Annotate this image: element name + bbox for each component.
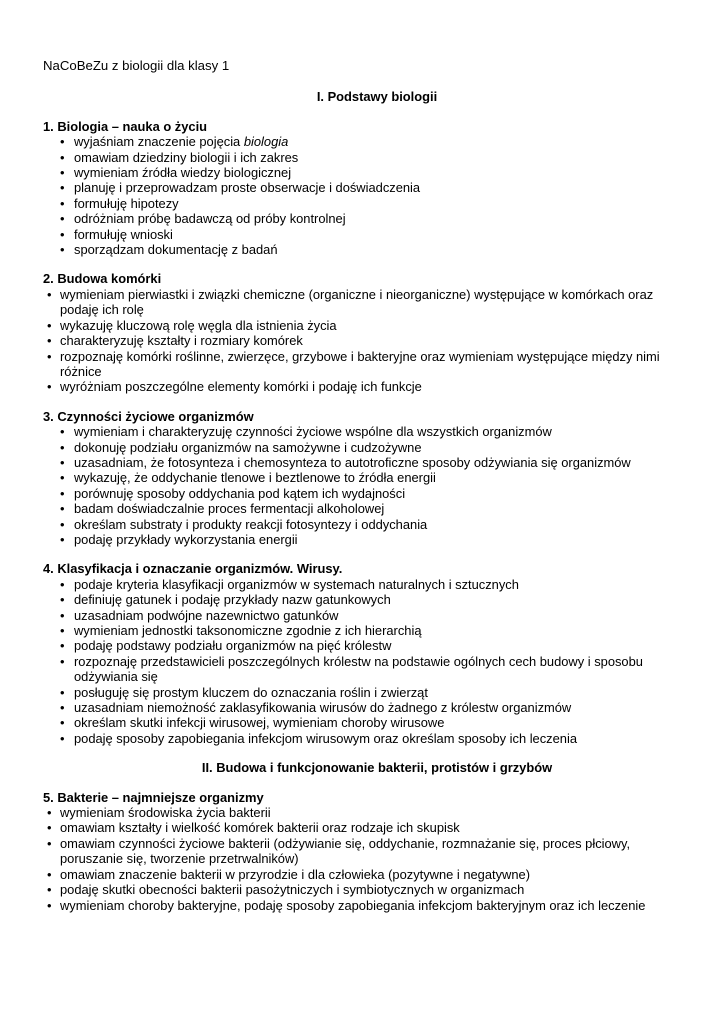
list-item (43, 242, 693, 257)
list-item (43, 165, 693, 180)
list-item-text: określam substraty i produkty reakcji fotosyntezy i oddychania (74, 516, 428, 532)
bullet-list (43, 577, 693, 746)
list-item-text: określam skutki infekcji wirusowej, wymieniam choroby wirusowe (74, 715, 445, 731)
section-heading: 4. Klasyfikacja i oznaczanie organizmów. Wirusy. (43, 561, 343, 577)
list-item (43, 440, 693, 455)
bullet-icon: • (47, 317, 52, 333)
bullet-icon: • (60, 684, 65, 700)
list-item (43, 455, 693, 470)
list-item-text: wymieniam pierwiastki i związki chemiczne (organiczne i nieorganiczne) występujące w komórkach oraz podaję ich rolę (60, 286, 654, 318)
list-item (43, 882, 693, 897)
bullet-icon: • (60, 485, 65, 501)
list-item-text: omawiam dziedziny biologii i ich zakres (74, 149, 299, 165)
list-item-text: wyjaśniam znaczenie pojęcia biologia (74, 134, 289, 150)
list-item (43, 715, 693, 730)
list-item-text: uzasadniam podwójne nazewnictwo gatunków (74, 607, 339, 623)
bullet-list (43, 287, 693, 395)
list-item (43, 805, 693, 820)
list-item-text: formułuję hipotezy (74, 195, 179, 211)
list-item (43, 700, 693, 715)
bullet-icon: • (60, 180, 65, 196)
bullet-icon: • (60, 454, 65, 470)
list-item (43, 836, 693, 867)
list-item-text: wymieniam źródła wiedzy biologicznej (74, 165, 292, 181)
list-item-text: wyróżniam poszczególne elementy komórki i podaję ich funkcje (60, 379, 422, 395)
list-item (43, 150, 693, 165)
list-item-text: podaję skutki obecności bakterii pasożytniczych i symbiotycznych w organizmach (60, 882, 525, 898)
part-title: I. Podstawy biologii (316, 89, 438, 105)
emphasis-term: biologia (243, 134, 289, 150)
bullet-icon: • (47, 333, 52, 349)
list-item-text: rozpoznaję komórki roślinne, zwierzęce, grzybowe i bakteryjne oraz wymieniam występujące między nimi różnice (60, 348, 660, 379)
bullet-icon: • (60, 424, 65, 440)
list-item-text: badam doświadczalnie proces fermentacji alkoholowej (74, 501, 385, 517)
list-item-text: podaję podstawy podziału organizmów na pięć królestw (74, 638, 392, 654)
section-heading: 5. Bakterie – najmniejsze organizmy (43, 789, 264, 805)
list-item-text: wykazuję kluczową rolę węgla dla istnienia życia (60, 317, 337, 333)
section-heading: 2. Budowa komórki (43, 271, 162, 287)
list-item (43, 577, 693, 592)
list-item (43, 333, 693, 348)
list-item-text: charakteryzuję kształty i rozmiary komórek (60, 333, 303, 349)
bullet-icon: • (60, 623, 65, 638)
list-item-text: omawiam czynności życiowe bakterii (odżywianie się, oddychanie, rozmnażanie się, proces płciowy, poruszanie się, tworzenie przetrwalników) (60, 835, 631, 867)
list-item (43, 211, 693, 226)
bullet-icon: • (60, 730, 65, 746)
list-item-text: wymieniam jednostki taksonomiczne zgodnie z ich hierarchią (74, 623, 422, 638)
section (43, 790, 693, 913)
section (43, 561, 693, 746)
list-item (43, 379, 693, 394)
bullet-icon: • (60, 439, 65, 455)
bullet-icon: • (60, 211, 65, 227)
list-item-text: rozpoznaję przedstawicieli poszczególnych królestw na podstawie ogólnych cech budowy i sposobu odżywiania się (74, 653, 643, 685)
list-item-text: podaję sposoby zapobiegania infekcjom wirusowym oraz określam sposoby ich leczenia (74, 730, 577, 746)
bullet-list (43, 134, 693, 257)
bullet-list (43, 805, 693, 913)
bullet-icon: • (60, 242, 65, 258)
list-item-text: definiuję gatunek i podaję przykłady nazw gatunkowych (74, 592, 391, 608)
list-item (43, 196, 693, 211)
bullet-icon: • (60, 531, 65, 547)
bullet-icon: • (60, 700, 65, 716)
list-item (43, 623, 693, 638)
list-item-text: wymieniam i charakteryzuję czynności życiowe wspólne dla wszystkich organizmów (74, 424, 552, 440)
bullet-icon: • (60, 501, 65, 517)
list-item (43, 134, 693, 149)
list-item-text: planuję i przeprowadzam proste obserwacje i doświadczenia (74, 180, 421, 196)
section (43, 409, 693, 548)
list-item (43, 501, 693, 516)
list-item-text: sporządzam dokumentację z badań (74, 242, 278, 258)
list-item-text: wykazuję, że oddychanie tlenowe i beztlenowe to źródła energii (74, 470, 436, 486)
list-item (43, 532, 693, 547)
list-item (43, 287, 693, 318)
bullet-icon: • (60, 638, 65, 654)
bullet-icon: • (47, 286, 52, 302)
bullet-icon: • (60, 516, 65, 532)
list-item (43, 685, 693, 700)
section (43, 119, 693, 258)
bullet-icon: • (47, 882, 52, 898)
bullet-icon: • (60, 226, 65, 242)
bullet-icon: • (47, 379, 52, 395)
list-item-text: wymieniam choroby bakteryjne, podaję sposoby zapobiegania infekcjom bakteryjnym oraz ich leczenie (60, 897, 646, 913)
list-item-text: omawiam znaczenie bakterii w przyrodzie i dla człowieka (pozytywne i negatywne) (60, 866, 530, 882)
list-item (43, 731, 693, 746)
list-item-text: podaję przykłady wykorzystania energii (74, 531, 298, 547)
bullet-icon: • (60, 576, 65, 592)
list-item (43, 486, 693, 501)
list-item (43, 654, 693, 685)
list-item-text: porównuję sposoby oddychania pod kątem ich wydajności (74, 485, 406, 501)
list-item-text: podaje kryteria klasyfikacji organizmów w systemach naturalnych i sztucznych (74, 576, 519, 592)
part-title: II. Budowa i funkcjonowanie bakterii, protistów i grzybów (201, 760, 553, 776)
list-item (43, 638, 693, 653)
bullet-icon: • (47, 897, 52, 913)
list-item (43, 517, 693, 532)
list-item (43, 227, 693, 242)
document-page (43, 58, 693, 927)
bullet-icon: • (60, 715, 65, 731)
list-item-text: uzasadniam, że fotosynteza i chemosynteza to autotroficzne sposoby odżywiania się organizmów (74, 454, 631, 470)
list-item (43, 470, 693, 485)
bullet-icon: • (60, 134, 65, 150)
list-item (43, 608, 693, 623)
bullet-icon: • (60, 149, 65, 165)
list-item-text: formułuję wnioski (74, 226, 173, 242)
list-item (43, 592, 693, 607)
list-item (43, 820, 693, 835)
bullet-icon: • (60, 653, 65, 669)
list-item-text: omawiam kształty i wielkość komórek bakterii oraz rodzaje ich skupisk (60, 820, 460, 836)
list-item (43, 867, 693, 882)
list-item-text: uzasadniam niemożność zaklasyfikowania wirusów do żadnego z królestw organizmów (74, 700, 572, 716)
list-item-text: posługuję się prostym kluczem do oznaczania roślin i zwierząt (74, 684, 428, 700)
list-item (43, 898, 693, 913)
section (43, 271, 693, 394)
list-item (43, 318, 693, 333)
list-item (43, 349, 693, 380)
document-title: NaCoBeZu z biologii dla klasy 1 (43, 58, 230, 73)
bullet-icon: • (60, 470, 65, 486)
bullet-icon: • (60, 195, 65, 211)
list-item-text: wymieniam środowiska życia bakterii (60, 805, 271, 821)
bullet-icon: • (47, 820, 52, 836)
document-body (43, 89, 693, 913)
list-item-text: dokonuję podziału organizmów na samożywne i cudzożywne (74, 439, 422, 455)
bullet-icon: • (60, 165, 65, 181)
section-heading: 3. Czynności życiowe organizmów (43, 408, 254, 424)
list-item (43, 180, 693, 195)
bullet-icon: • (47, 866, 52, 882)
bullet-list (43, 424, 693, 547)
bullet-icon: • (47, 805, 52, 821)
bullet-icon: • (47, 348, 52, 364)
bullet-icon: • (47, 835, 52, 851)
bullet-icon: • (60, 607, 65, 623)
list-item (43, 424, 693, 439)
list-item-text: odróżniam próbę badawczą od próby kontrolnej (74, 211, 346, 227)
section-heading: 1. Biologia – nauka o życiu (43, 118, 208, 134)
bullet-icon: • (60, 592, 65, 608)
